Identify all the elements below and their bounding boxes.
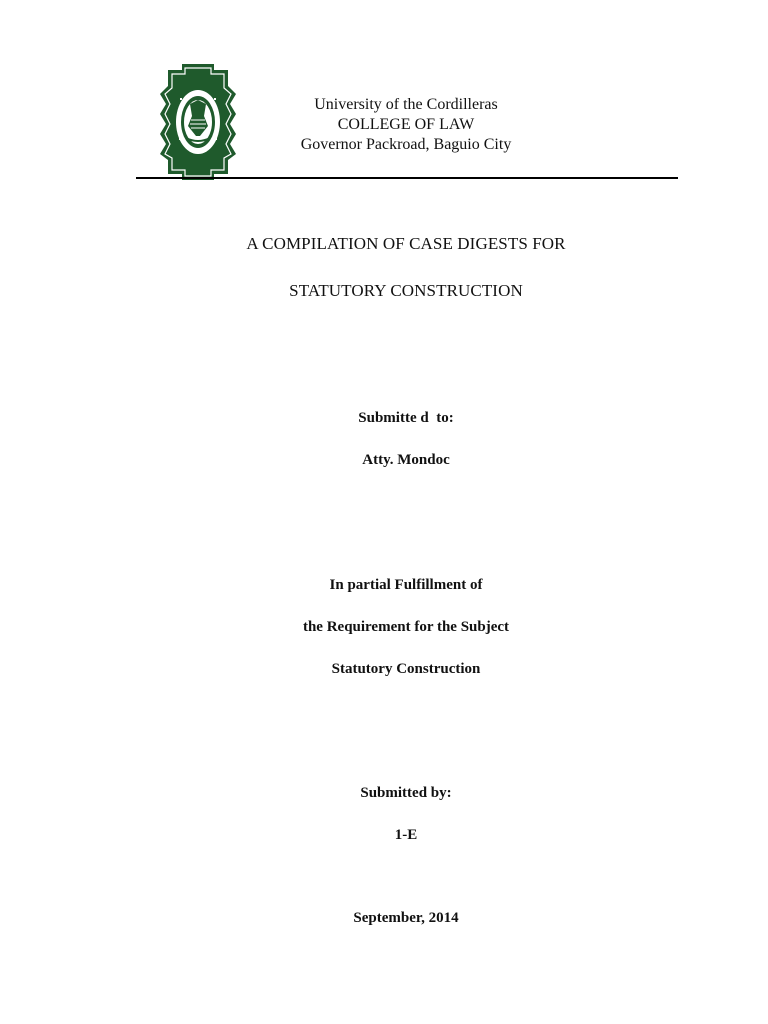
header-divider xyxy=(136,177,678,179)
letterhead xyxy=(260,95,552,155)
submitted-to-label: Submitte d to: xyxy=(358,410,454,426)
document-title-line-2: STATUTORY CONSTRUCTION xyxy=(289,281,523,300)
university-address: Governor Packroad, Baguio City xyxy=(300,136,512,153)
fulfillment-line-3: Statutory Construction xyxy=(331,661,481,677)
document-title-line-1: A COMPILATION OF CASE DIGESTS FOR xyxy=(246,234,566,253)
college-name: COLLEGE OF LAW xyxy=(337,116,475,133)
university-name: University of the Cordilleras xyxy=(314,96,498,113)
submitted-by-label: Submitted by: xyxy=(360,785,452,801)
fulfillment-line-1: In partial Fulfillment of xyxy=(329,577,483,593)
submitted-to-name: Atty. Mondoc xyxy=(362,452,450,468)
fulfillment-line-2: the Requirement for the Subject xyxy=(302,619,510,635)
submission-date: September, 2014 xyxy=(353,910,459,926)
university-seal-icon xyxy=(160,64,236,180)
submitted-by-section: 1-E xyxy=(394,827,418,843)
